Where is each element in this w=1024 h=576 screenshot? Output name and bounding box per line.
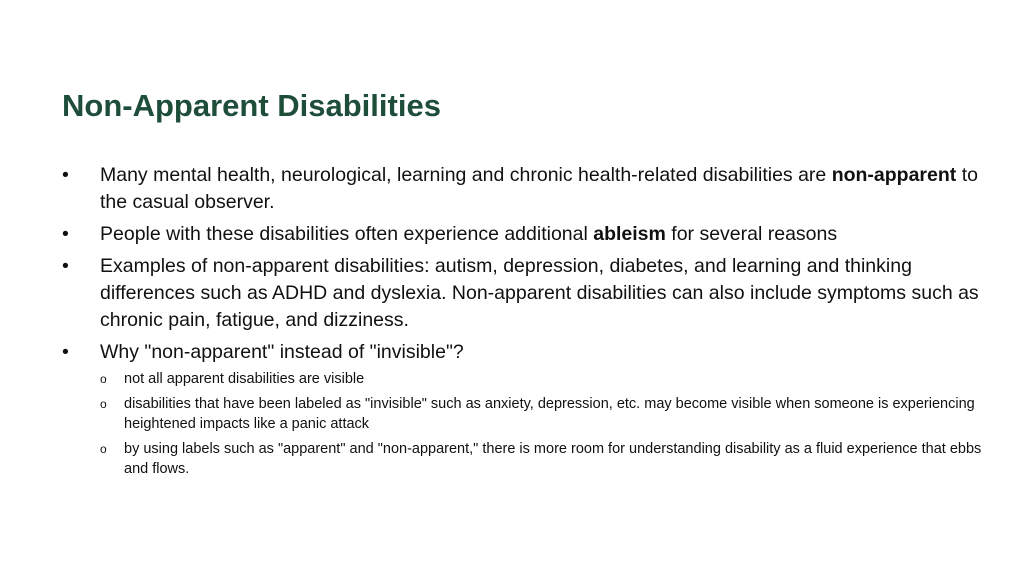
bullet-marker: • <box>62 341 69 363</box>
sub-bullet-item <box>100 439 982 479</box>
bullet-text: to the casual observer. <box>100 164 978 213</box>
sub-bullet-marker: o <box>100 397 107 411</box>
sub-bullet-text: disabilities that have been labeled as "invisible" such as anxiety, depression, etc. may become visible when someone is experiencing heightened impacts like a panic attack <box>124 396 975 432</box>
bullet-item <box>62 339 982 479</box>
bullet-text: for several reasons <box>665 223 838 245</box>
slide-title: Non-Apparent Disabilities <box>62 88 441 123</box>
bullet-text: Many mental health, neurological, learning and chronic health-related disabilities are <box>100 164 832 186</box>
bullet-marker: • <box>62 223 69 245</box>
bullet-emphasis: ableism <box>593 223 666 245</box>
bullet-text: Why "non-apparent" instead of "invisible"? <box>100 341 464 363</box>
bullet-item <box>62 253 982 334</box>
sub-bullet-text: by using labels such as "apparent" and "non-apparent," there is more room for understanding disability as a fluid experience that ebbs and flows. <box>124 441 982 477</box>
bullet-item <box>62 221 982 248</box>
sub-bullet-marker: o <box>100 442 107 456</box>
bullet-item <box>62 162 982 216</box>
sub-bullet-list <box>100 369 982 479</box>
bullet-marker: • <box>62 255 69 277</box>
bullet-text: Examples of non-apparent disabilities: autism, depression, diabetes, and learning and thinking differences such as ADHD and dyslexia. Non-apparent disabilities can also include symptoms such as chronic pain, fatigue, and dizziness. <box>100 255 979 331</box>
sub-bullet-item <box>100 394 982 434</box>
sub-bullet-text: not all apparent disabilities are visible <box>124 371 365 387</box>
sub-bullet-item <box>100 369 982 389</box>
sub-bullet-marker: o <box>100 372 107 386</box>
bullet-text: People with these disabilities often experience additional <box>100 223 594 245</box>
bullet-emphasis: non-apparent <box>831 164 957 186</box>
bullet-list <box>62 162 982 484</box>
bullet-marker: • <box>62 164 69 186</box>
